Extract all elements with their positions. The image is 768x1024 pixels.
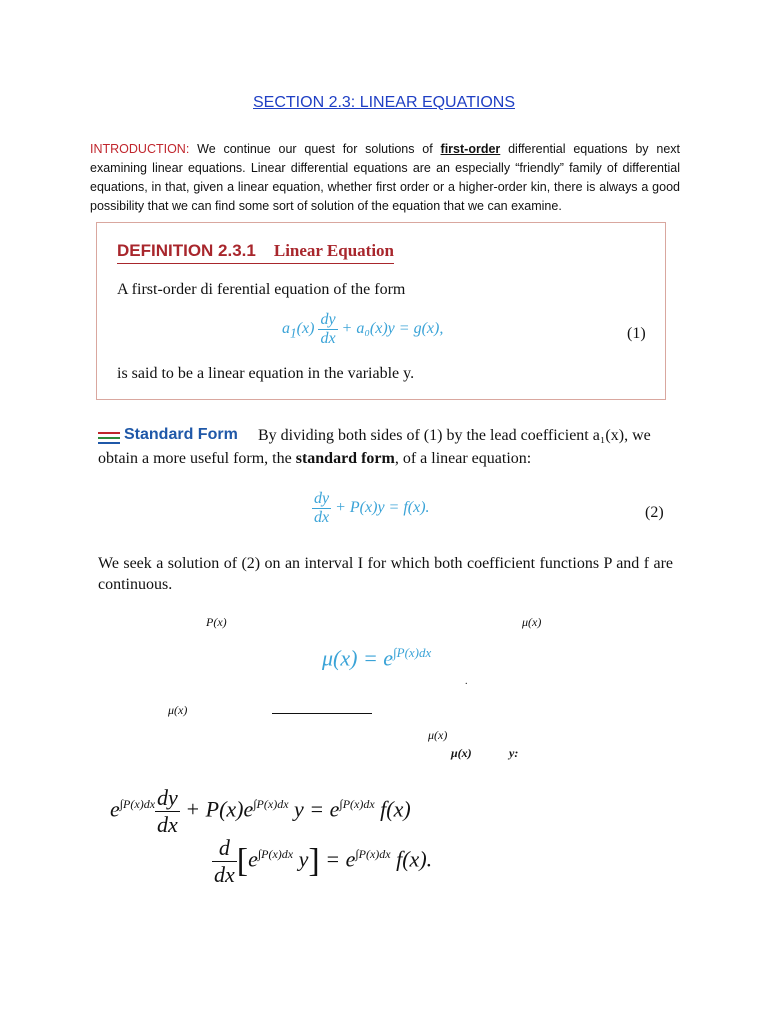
- section-title: SECTION 2.3: LINEAR EQUATIONS: [253, 94, 515, 111]
- definition-heading: [117, 241, 394, 264]
- equation-4: $\frac{d}{dx}$ [$e^{\int P(x)dx}$ $y] = e^{\int P(x)dx}$ f(x).: [214, 835, 433, 887]
- integrating-factor-formula: [322, 645, 431, 671]
- definition-box: [96, 222, 666, 400]
- equation-3: $e^{\int P(x)dx}$ $\frac{dy}{dx}$ + $P(x)e^{\int P(x)dx}$ $y = e^{\int P(x)dx}$ f(x): [110, 785, 411, 837]
- eq3-fraction: [155, 785, 180, 838]
- eq3-mid: + P(x)e: [179, 796, 254, 822]
- icon-line-1: [98, 432, 120, 434]
- intro-label: INTRODUCTION:: [90, 142, 190, 156]
- icon-line-3: [98, 442, 120, 444]
- eq4-num: d: [218, 835, 230, 860]
- std-fraction: [312, 490, 331, 527]
- mu-fragment-bold: μ(x): [451, 746, 472, 760]
- eq3-lhs-exp: ∫P(x)dx: [119, 797, 156, 812]
- blank-underline: [272, 713, 372, 714]
- px-fragment: P(x): [206, 615, 227, 629]
- eq3-den: dx: [157, 812, 178, 837]
- eq-num: dy: [320, 311, 336, 328]
- std-num: dy: [314, 490, 330, 507]
- eq4-rhs-exp: ∫P(x)dx: [355, 847, 391, 862]
- definition-text: A first-order di ferential equation of the form: [117, 281, 406, 298]
- eq-sub: 1: [290, 325, 297, 341]
- equation-number-2: (2): [645, 504, 664, 521]
- mu-fragment-mid: μ(x): [428, 728, 448, 742]
- intro-text-b: differential equations by next examining linear equations. Linear differential equations are an especially “friendly” family of differential equations, in that, given a linear equation, whether first order or a higher-order kin, there is always a good possibility that we can find some sort of solution of the equation that we can examine.: [90, 142, 680, 213]
- definition-equation: [282, 311, 443, 348]
- standard-form-line1: By dividing both sides of (1) by the lead coefficient a₁(x), we: [258, 427, 651, 444]
- eq4-den: dx: [214, 862, 235, 887]
- eq3-num: dy: [157, 785, 178, 810]
- eq-x: (x): [296, 320, 315, 338]
- eq3-mid-tail: y = e: [288, 796, 340, 822]
- eq-den: dx: [320, 330, 336, 347]
- equation-number-1: (1): [627, 325, 646, 342]
- intro-text-a: We continue our quest for solutions of: [189, 142, 441, 156]
- y-fragment: y:: [509, 746, 519, 760]
- std-line2-bold: standard form: [295, 450, 395, 467]
- eq3-mid-exp: ∫P(x)dx: [253, 797, 289, 812]
- standard-form-heading: Standard Form: [124, 426, 238, 443]
- std-eq-rest: + P(x)y = f(x).: [331, 499, 430, 517]
- eq4-inner-tail: y: [293, 846, 309, 872]
- standard-form-equation: [312, 490, 430, 527]
- std-line2-a: obtain a more useful form, the: [98, 450, 296, 467]
- eq3-rhs-tail: f(x): [374, 796, 411, 822]
- definition-after: is said to be a linear equation in the variable y.: [117, 365, 415, 382]
- mu-fragment-right: μ(x): [522, 615, 542, 629]
- eq4-fraction: [212, 835, 237, 888]
- left-bracket: [: [236, 842, 249, 880]
- eq4-inner-exp: ∫P(x)dx: [257, 847, 294, 862]
- menu-lines-icon: [98, 432, 120, 444]
- intro-emphasis: first-order: [440, 142, 501, 156]
- definition-title: Linear Equation: [273, 241, 395, 260]
- std-line2-b: , of a linear equation:: [394, 450, 532, 467]
- eq4-rhs: = e: [319, 846, 356, 872]
- icon-line-2: [98, 437, 120, 439]
- std-den: dx: [314, 509, 330, 526]
- dot-mark: .: [465, 676, 468, 687]
- mu-fragment-left: μ(x): [168, 703, 188, 717]
- right-bracket: ]: [308, 842, 320, 880]
- eq-fraction: [318, 311, 337, 348]
- eq3-rhs-exp: ∫P(x)dx: [339, 797, 375, 812]
- mu-exp: ∫P(x)dx: [393, 645, 432, 660]
- eq-rest: + a₀(x)y = g(x),: [341, 320, 444, 338]
- mu-base: μ(x) = e: [322, 645, 394, 671]
- intro-paragraph: [90, 140, 680, 216]
- eq4-rhs-tail: f(x).: [390, 846, 433, 872]
- seek-paragraph: We seek a solution of (2) on an interval I for which both coefficient functions P and f are continuous.: [98, 555, 673, 593]
- definition-label: DEFINITION 2.3.1: [117, 241, 256, 260]
- eq-a: a: [282, 320, 290, 338]
- standard-form-line2: [98, 450, 531, 468]
